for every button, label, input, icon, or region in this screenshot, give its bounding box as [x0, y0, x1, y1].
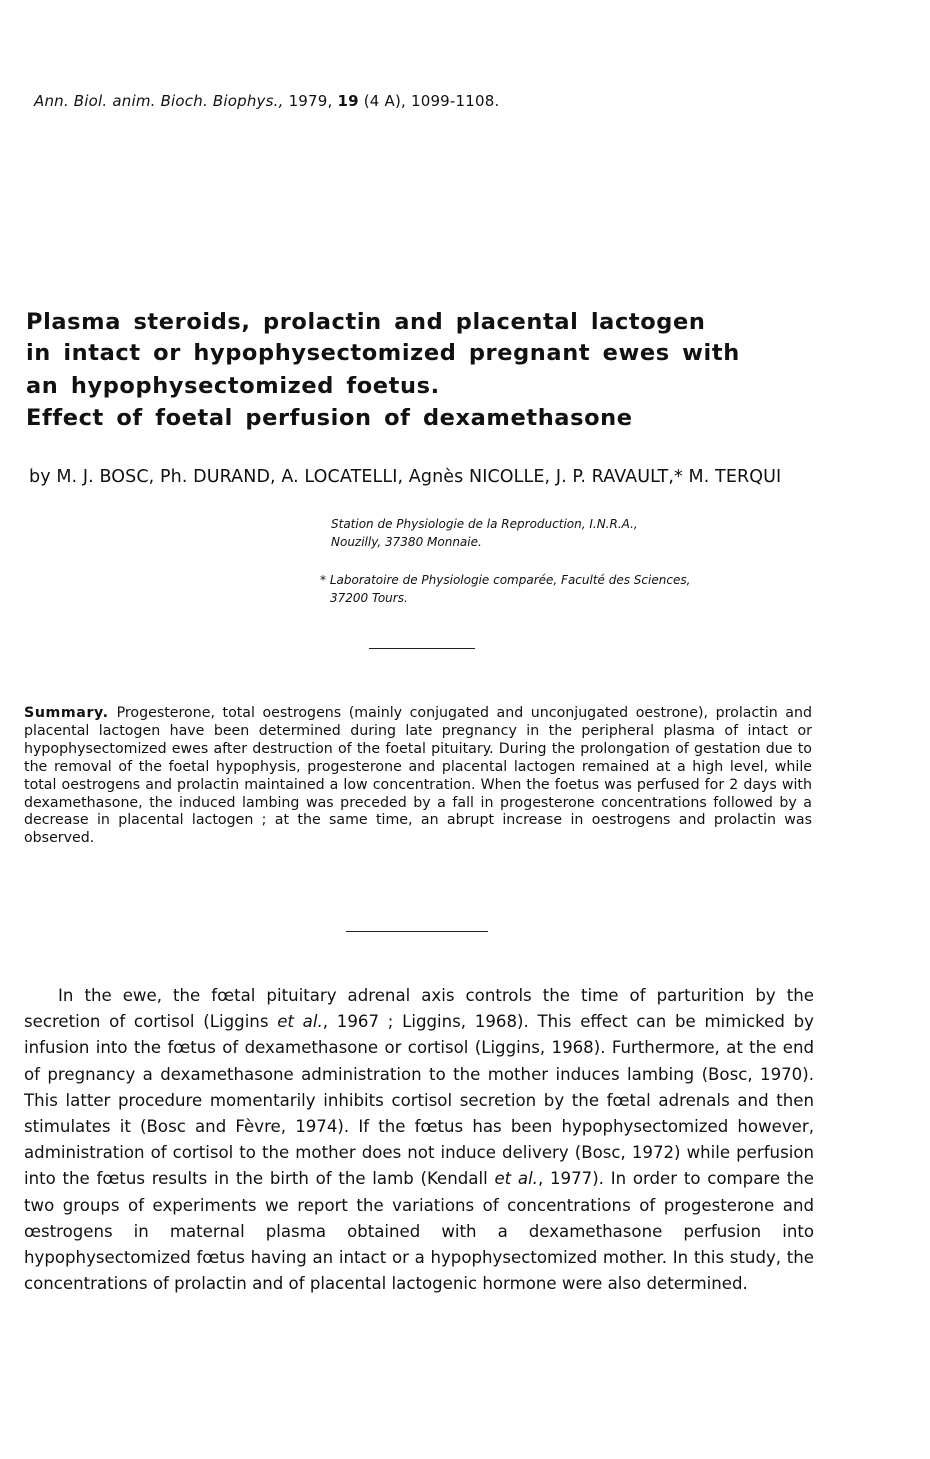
- body-text-segment: In the ewe, the fœtal pituitary adrenal axis controls the time of parturition by the secretion of cortisol (Liggins: [24, 986, 814, 1032]
- intro-paragraph: [24, 983, 814, 1297]
- abstract: [24, 705, 812, 848]
- author-names: M. J. BOSC, Ph. DURAND, A. LOCATELLI, Agnès NICOLLE, J. P. RAVAULT,* M. TERQUI: [56, 467, 782, 487]
- journal-issue: (4 A),: [363, 92, 406, 110]
- section-divider: [369, 648, 475, 649]
- paper-title-line-1: Plasma steroids, prolactin and placental lactogen: [26, 309, 706, 335]
- affiliation-line: Nouzilly, 37380 Monnaie.: [331, 535, 482, 549]
- abstract-text: Progesterone, total oestrogens (mainly conjugated and unconjugated oestrone), prolactin and placental lactogen have been determined during late pregnancy in the peripheral plasma of intact or hypophysectomized ewes after destruction of the foetal pituitary. During the prolongation of gestation due to the removal of the foetal hypophysis, progesterone and placental lactogen remained at a high level, while total oestrogens and prolactin maintained a low concentration. When the foetus was perfused for 2 days with dexamethasone, the induced lambing was preceded by a fall in progesterone concentrations followed by a decrease in placental lactogen ; at the same time, an abrupt increase in oestrogens and prolactin was observed.: [24, 705, 812, 847]
- section-divider: [346, 931, 488, 932]
- affiliation-line: 37200 Tours.: [330, 591, 408, 605]
- affiliation-inra: [331, 515, 801, 551]
- journal-volume: 19: [337, 92, 359, 110]
- paper-title-line-2: in intact or hypophysectomized pregnant ewes with: [26, 340, 740, 366]
- author-list: [29, 465, 829, 490]
- body-text-segment: , 1967 ; Liggins, 1968). This effect can be mimicked by infusion into the fœtus of dexamethasone or cortisol (Liggins, 1968). Furthermore, at the end of pregnancy a dexamethasone administration to the mother induces lambing (Bosc, 1970). This latter procedure momentarily inhibits cortisol secretion by the fœtal adrenals and then stimulates it (Bosc and Fèvre, 1974). If the fœtus has been hypophysectomized however, administration of cortisol to the mother does not induce delivery (Bosc, 1972) while perfusion into the fœtus results in the birth of the lamb (Kendall: [24, 1012, 815, 1189]
- body-text-segment: , 1977). In order to compare the two groups of experiments we report the variations of concentrations of progesterone and œstrogens in maternal plasma obtained with a dexamethasone perfusion into hypophysectomized fœtus having an intact or a hypophysectomized mother. In this study, the concentrations of prolactin and of placental lactogenic hormone were also determined.: [24, 1169, 815, 1294]
- citation-etal: et al.: [277, 1012, 323, 1032]
- abstract-heading: Summary.: [24, 705, 109, 721]
- journal-name: Ann. Biol. anim. Bioch. Biophys.,: [34, 92, 284, 110]
- journal-pages: 1099-1108.: [410, 92, 500, 110]
- author-prefix: by: [29, 467, 51, 487]
- affiliation-line: Station de Physiologie de la Reproduction, I.N.R.A.,: [331, 517, 638, 531]
- affiliation-tours: [320, 571, 800, 607]
- journal-citation: [34, 92, 499, 110]
- citation-etal: et al.: [494, 1169, 538, 1189]
- journal-year: 1979,: [288, 92, 333, 110]
- paper-subtitle: Effect of foetal perfusion of dexamethasone: [26, 405, 633, 431]
- paper-title-line-3: an hypophysectomized foetus.: [26, 373, 440, 399]
- affiliation-line: * Laboratoire de Physiologie comparée, Faculté des Sciences,: [320, 573, 691, 587]
